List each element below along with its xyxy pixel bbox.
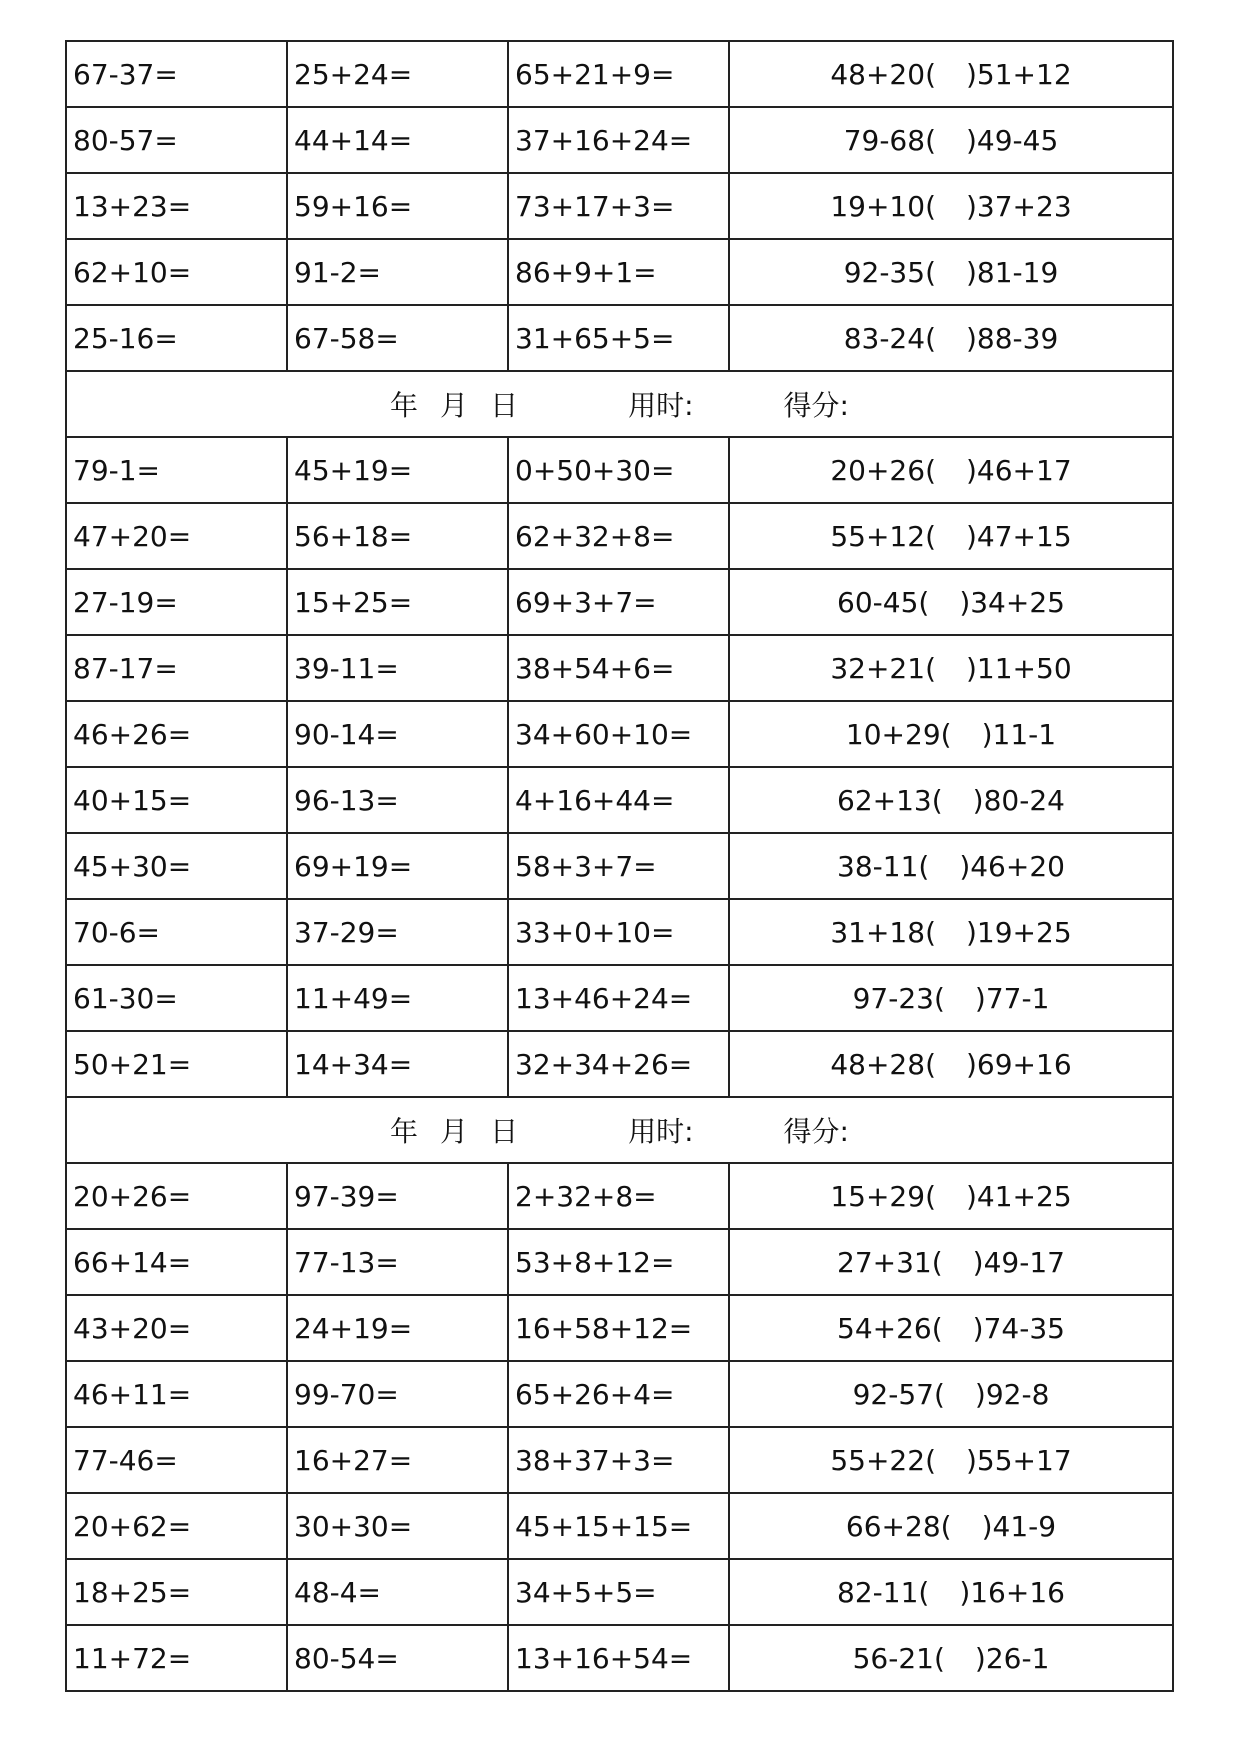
- problem-row: [66, 503, 1173, 569]
- comparison-cell[interactable]: [729, 1493, 1173, 1559]
- problem-cell[interactable]: 99-70=: [287, 1361, 508, 1427]
- comparison-left: 56-21(: [852, 1641, 945, 1675]
- year-label: 年: [390, 389, 419, 422]
- problem-cell[interactable]: 32+34+26=: [508, 1031, 729, 1097]
- comparison-left: 38-11(: [837, 849, 930, 883]
- problem-row: [66, 239, 1173, 305]
- problem-row: [66, 569, 1173, 635]
- problem-row: [66, 965, 1173, 1031]
- comparison-right: )46+17: [966, 453, 1072, 487]
- problem-cell[interactable]: 80-57=: [66, 107, 287, 173]
- comparison-right: )46+20: [959, 849, 1065, 883]
- comparison-right: )19+25: [966, 915, 1072, 949]
- comparison-right: )69+16: [966, 1047, 1072, 1081]
- comparison-cell[interactable]: [729, 965, 1173, 1031]
- comparison-right: )37+23: [966, 189, 1072, 223]
- comparison-cell[interactable]: [729, 173, 1173, 239]
- problem-cell[interactable]: 45+19=: [287, 437, 508, 503]
- comparison-right: )11+50: [966, 651, 1072, 685]
- problem-cell[interactable]: 67-37=: [66, 41, 287, 107]
- problem-row: [66, 437, 1173, 503]
- comparison-left: 55+22(: [830, 1443, 936, 1477]
- problem-row: [66, 767, 1173, 833]
- problem-cell[interactable]: 13+16+54=: [508, 1625, 729, 1691]
- comparison-left: 19+10(: [830, 189, 936, 223]
- comparison-left: 31+18(: [830, 915, 936, 949]
- problem-cell[interactable]: 11+49=: [287, 965, 508, 1031]
- problem-cell[interactable]: 86+9+1=: [508, 239, 729, 305]
- problem-cell[interactable]: 47+20=: [66, 503, 287, 569]
- problem-row: [66, 899, 1173, 965]
- comparison-cell[interactable]: [729, 503, 1173, 569]
- problem-cell[interactable]: 58+3+7=: [508, 833, 729, 899]
- comparison-right: )49-45: [966, 123, 1059, 157]
- comparison-cell[interactable]: [729, 239, 1173, 305]
- problem-cell[interactable]: 39-11=: [287, 635, 508, 701]
- problem-cell[interactable]: 77-46=: [66, 1427, 287, 1493]
- comparison-cell[interactable]: [729, 899, 1173, 965]
- comparison-cell[interactable]: [729, 1031, 1173, 1097]
- problem-cell[interactable]: 53+8+12=: [508, 1229, 729, 1295]
- comparison-left: 32+21(: [830, 651, 936, 685]
- comparison-right: )26-1: [974, 1641, 1050, 1675]
- comparison-left: 83-24(: [843, 321, 936, 355]
- comparison-cell[interactable]: [729, 833, 1173, 899]
- problem-row: [66, 305, 1173, 371]
- problem-cell[interactable]: 27-19=: [66, 569, 287, 635]
- comparison-left: 27+31(: [837, 1245, 943, 1279]
- problem-cell[interactable]: 38+54+6=: [508, 635, 729, 701]
- problem-cell[interactable]: 40+15=: [66, 767, 287, 833]
- problem-cell[interactable]: 11+72=: [66, 1625, 287, 1691]
- comparison-left: 66+28(: [845, 1509, 952, 1543]
- comparison-right: )92-8: [974, 1377, 1050, 1411]
- problem-cell[interactable]: 96-13=: [287, 767, 508, 833]
- problem-row: [66, 1229, 1173, 1295]
- comparison-cell[interactable]: [729, 437, 1173, 503]
- comparison-right: )49-17: [972, 1245, 1065, 1279]
- problem-row: [66, 1493, 1173, 1559]
- section-header-row: [66, 371, 1173, 437]
- month-label: 月: [440, 1115, 469, 1148]
- problem-cell[interactable]: 73+17+3=: [508, 173, 729, 239]
- problem-cell[interactable]: 25+24=: [287, 41, 508, 107]
- problem-cell[interactable]: 79-1=: [66, 437, 287, 503]
- comparison-cell[interactable]: [729, 1229, 1173, 1295]
- problem-row: [66, 1625, 1173, 1691]
- comparison-left: 82-11(: [837, 1575, 930, 1609]
- comparison-cell[interactable]: [729, 1163, 1173, 1229]
- comparison-cell[interactable]: [729, 1361, 1173, 1427]
- problem-cell[interactable]: 20+26=: [66, 1163, 287, 1229]
- comparison-right: )51+12: [966, 57, 1072, 91]
- comparison-cell[interactable]: [729, 701, 1173, 767]
- problem-cell[interactable]: 43+20=: [66, 1295, 287, 1361]
- problem-cell[interactable]: 16+27=: [287, 1427, 508, 1493]
- comparison-right: )11-1: [981, 717, 1057, 751]
- problem-cell[interactable]: 16+58+12=: [508, 1295, 729, 1361]
- problem-cell[interactable]: 65+21+9=: [508, 41, 729, 107]
- problem-cell[interactable]: 38+37+3=: [508, 1427, 729, 1493]
- problem-row: [66, 1361, 1173, 1427]
- time-label: 用时:: [628, 389, 694, 422]
- problem-cell[interactable]: 62+32+8=: [508, 503, 729, 569]
- comparison-right: )77-1: [974, 981, 1050, 1015]
- problem-row: [66, 833, 1173, 899]
- comparison-cell[interactable]: [729, 1559, 1173, 1625]
- comparison-left: 92-57(: [852, 1377, 945, 1411]
- problem-cell[interactable]: 14+34=: [287, 1031, 508, 1097]
- problem-row: [66, 701, 1173, 767]
- comparison-left: 10+29(: [845, 717, 952, 751]
- score-label: 得分:: [783, 389, 849, 422]
- day-label: 日: [490, 1115, 519, 1148]
- problem-cell[interactable]: 97-39=: [287, 1163, 508, 1229]
- problem-cell[interactable]: 33+0+10=: [508, 899, 729, 965]
- comparison-right: )47+15: [966, 519, 1072, 553]
- problem-cell[interactable]: 50+21=: [66, 1031, 287, 1097]
- problem-cell[interactable]: 59+16=: [287, 173, 508, 239]
- problem-cell[interactable]: 77-13=: [287, 1229, 508, 1295]
- problem-row: [66, 635, 1173, 701]
- problem-cell[interactable]: 4+16+44=: [508, 767, 729, 833]
- worksheet-table: [65, 40, 1174, 1692]
- problem-cell[interactable]: 30+30=: [287, 1493, 508, 1559]
- problem-row: [66, 1031, 1173, 1097]
- comparison-left: 48+28(: [830, 1047, 936, 1081]
- month-label: 月: [440, 389, 469, 422]
- comparison-cell[interactable]: [729, 767, 1173, 833]
- comparison-cell[interactable]: [729, 41, 1173, 107]
- comparison-left: 79-68(: [843, 123, 936, 157]
- problem-cell[interactable]: 34+5+5=: [508, 1559, 729, 1625]
- comparison-left: 20+26(: [830, 453, 936, 487]
- problem-cell[interactable]: 37+16+24=: [508, 107, 729, 173]
- problem-cell[interactable]: 90-14=: [287, 701, 508, 767]
- problem-cell[interactable]: 91-2=: [287, 239, 508, 305]
- problem-cell[interactable]: 46+26=: [66, 701, 287, 767]
- problem-cell[interactable]: 48-4=: [287, 1559, 508, 1625]
- comparison-right: )81-19: [966, 255, 1059, 289]
- comparison-left: 54+26(: [837, 1311, 943, 1345]
- problem-cell[interactable]: 80-54=: [287, 1625, 508, 1691]
- comparison-left: 55+12(: [830, 519, 936, 553]
- comparison-cell[interactable]: [729, 1625, 1173, 1691]
- problem-cell[interactable]: 56+18=: [287, 503, 508, 569]
- problem-cell[interactable]: 70-6=: [66, 899, 287, 965]
- comparison-right: )74-35: [972, 1311, 1065, 1345]
- problem-cell[interactable]: 62+10=: [66, 239, 287, 305]
- comparison-left: 62+13(: [837, 783, 943, 817]
- problem-cell[interactable]: 69+3+7=: [508, 569, 729, 635]
- problem-cell[interactable]: 13+46+24=: [508, 965, 729, 1031]
- comparison-cell[interactable]: [729, 1295, 1173, 1361]
- problem-cell[interactable]: 34+60+10=: [508, 701, 729, 767]
- score-label: 得分:: [783, 1115, 849, 1148]
- problem-row: [66, 1163, 1173, 1229]
- problem-cell[interactable]: 66+14=: [66, 1229, 287, 1295]
- problem-cell[interactable]: 24+19=: [287, 1295, 508, 1361]
- comparison-left: 97-23(: [852, 981, 945, 1015]
- problem-cell[interactable]: 37-29=: [287, 899, 508, 965]
- problem-cell[interactable]: 0+50+30=: [508, 437, 729, 503]
- problem-cell[interactable]: 67-58=: [287, 305, 508, 371]
- comparison-cell[interactable]: [729, 635, 1173, 701]
- comparison-right: )34+25: [959, 585, 1065, 619]
- problem-cell[interactable]: 45+30=: [66, 833, 287, 899]
- comparison-cell[interactable]: [729, 107, 1173, 173]
- problem-cell[interactable]: 65+26+4=: [508, 1361, 729, 1427]
- comparison-right: )41-9: [981, 1509, 1057, 1543]
- problem-cell[interactable]: 15+25=: [287, 569, 508, 635]
- problem-cell[interactable]: 46+11=: [66, 1361, 287, 1427]
- problem-row: [66, 1427, 1173, 1493]
- problem-cell[interactable]: 18+25=: [66, 1559, 287, 1625]
- year-label: 年: [390, 1115, 419, 1148]
- comparison-right: )16+16: [959, 1575, 1065, 1609]
- problem-cell[interactable]: 13+23=: [66, 173, 287, 239]
- problem-cell[interactable]: 69+19=: [287, 833, 508, 899]
- date-time-score-header: [66, 1097, 1173, 1163]
- problem-row: [66, 41, 1173, 107]
- comparison-left: 92-35(: [843, 255, 936, 289]
- comparison-left: 60-45(: [837, 585, 930, 619]
- problem-cell[interactable]: 44+14=: [287, 107, 508, 173]
- problem-cell[interactable]: 31+65+5=: [508, 305, 729, 371]
- date-time-score-header: [66, 371, 1173, 437]
- problem-row: [66, 1295, 1173, 1361]
- comparison-left: 48+20(: [830, 57, 936, 91]
- time-label: 用时:: [628, 1115, 694, 1148]
- problem-cell[interactable]: 45+15+15=: [508, 1493, 729, 1559]
- problem-cell[interactable]: 87-17=: [66, 635, 287, 701]
- comparison-right: )41+25: [966, 1179, 1072, 1213]
- problem-cell[interactable]: 2+32+8=: [508, 1163, 729, 1229]
- problem-row: [66, 1559, 1173, 1625]
- comparison-cell[interactable]: [729, 569, 1173, 635]
- comparison-right: )55+17: [966, 1443, 1072, 1477]
- comparison-left: 15+29(: [830, 1179, 936, 1213]
- problem-cell[interactable]: 25-16=: [66, 305, 287, 371]
- problem-cell[interactable]: 20+62=: [66, 1493, 287, 1559]
- section-header-row: [66, 1097, 1173, 1163]
- day-label: 日: [490, 389, 519, 422]
- problem-row: [66, 173, 1173, 239]
- comparison-right: )80-24: [972, 783, 1065, 817]
- problem-cell[interactable]: 61-30=: [66, 965, 287, 1031]
- problem-row: [66, 107, 1173, 173]
- comparison-right: )88-39: [966, 321, 1059, 355]
- comparison-cell[interactable]: [729, 305, 1173, 371]
- comparison-cell[interactable]: [729, 1427, 1173, 1493]
